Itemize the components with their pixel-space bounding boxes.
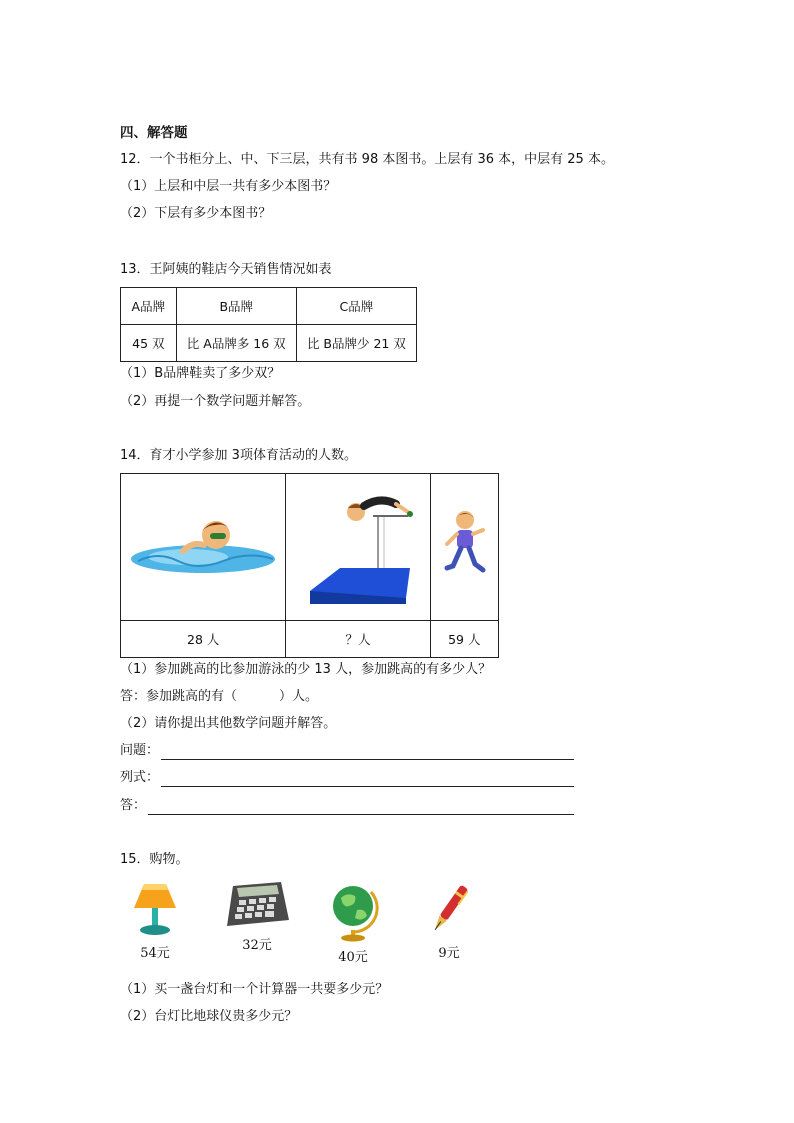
answer-suffix: ）人。 xyxy=(279,689,319,704)
price-label: 9元 xyxy=(438,946,460,961)
count-cell: 28 人 xyxy=(121,621,286,658)
product-globe xyxy=(325,880,381,965)
table-cell: 45 双 xyxy=(121,325,177,362)
answer-prefix: 答：参加跳高的有（ xyxy=(120,689,238,704)
product-pen xyxy=(424,880,474,961)
q14-activity-table xyxy=(120,473,499,658)
swimmer-icon xyxy=(128,511,278,581)
q13-sales-table xyxy=(120,287,417,362)
q14-sub1: （1）参加跳高的比参加游泳的少 13 人，参加跳高的有多少人？ xyxy=(120,662,492,677)
question-answer-line[interactable] xyxy=(161,743,574,760)
q14-stem: 14．育才小学参加 3项体育活动的人数。 xyxy=(120,448,357,463)
question-label: 问题： xyxy=(120,743,160,758)
q15-sub1: （1）买一盏台灯和一个计算器一共要多少元？ xyxy=(120,982,389,997)
calculator-icon xyxy=(223,880,291,930)
pen-icon xyxy=(427,880,471,938)
q13-stem: 13．王阿姨的鞋店今天销售情况如表 xyxy=(120,262,332,277)
q14-sub2: （2）请你提出其他数学问题并解答。 xyxy=(120,716,337,731)
swimming-cell xyxy=(121,474,286,621)
formula-label: 列式： xyxy=(120,770,160,785)
table-header: C品牌 xyxy=(296,288,416,325)
answer-label: 答： xyxy=(120,798,147,813)
question-fill-row xyxy=(120,742,574,760)
table-header: A品牌 xyxy=(121,288,177,325)
q14-answer-line xyxy=(120,688,318,706)
formula-fill-row xyxy=(120,769,574,787)
q12-sub1: （1）上层和中层一共有多少本图书？ xyxy=(120,179,337,194)
q12-stem: 12．一个书柜分上、中、下三层，共有书 98 本图书。上层有 36 本，中层有 25 本。 xyxy=(120,152,614,167)
formula-answer-line[interactable] xyxy=(161,770,574,787)
count-cell: ？人 xyxy=(286,621,430,658)
q15-stem: 15．购物。 xyxy=(120,852,189,867)
answer-fill-row xyxy=(120,797,574,815)
q15-sub2: （2）台灯比地球仪贵多少元？ xyxy=(120,1009,298,1024)
globe-icon xyxy=(327,880,379,942)
high-jump-cell xyxy=(286,474,430,621)
section-title: 四、解答题 xyxy=(120,125,188,141)
q13-sub1: （1）B品牌鞋卖了多少双？ xyxy=(120,366,281,381)
price-label: 54元 xyxy=(140,946,170,961)
price-label: 32元 xyxy=(242,938,272,953)
high-jump-icon xyxy=(298,486,418,606)
product-calculator xyxy=(221,880,293,953)
q12-sub2: （2）下层有多少本图书？ xyxy=(120,206,272,221)
table-cell: 比 A品牌多 16 双 xyxy=(176,325,296,362)
desk-lamp-icon xyxy=(130,880,180,938)
table-header: B品牌 xyxy=(176,288,296,325)
product-desk-lamp xyxy=(127,880,183,961)
answer-answer-line[interactable] xyxy=(148,798,574,815)
count-cell: 59 人 xyxy=(430,621,498,658)
price-label: 40元 xyxy=(338,950,368,965)
q13-sub2: （2）再提一个数学问题并解答。 xyxy=(120,394,311,409)
runner-icon xyxy=(439,508,489,583)
running-cell xyxy=(430,474,498,621)
table-cell: 比 B品牌少 21 双 xyxy=(296,325,416,362)
